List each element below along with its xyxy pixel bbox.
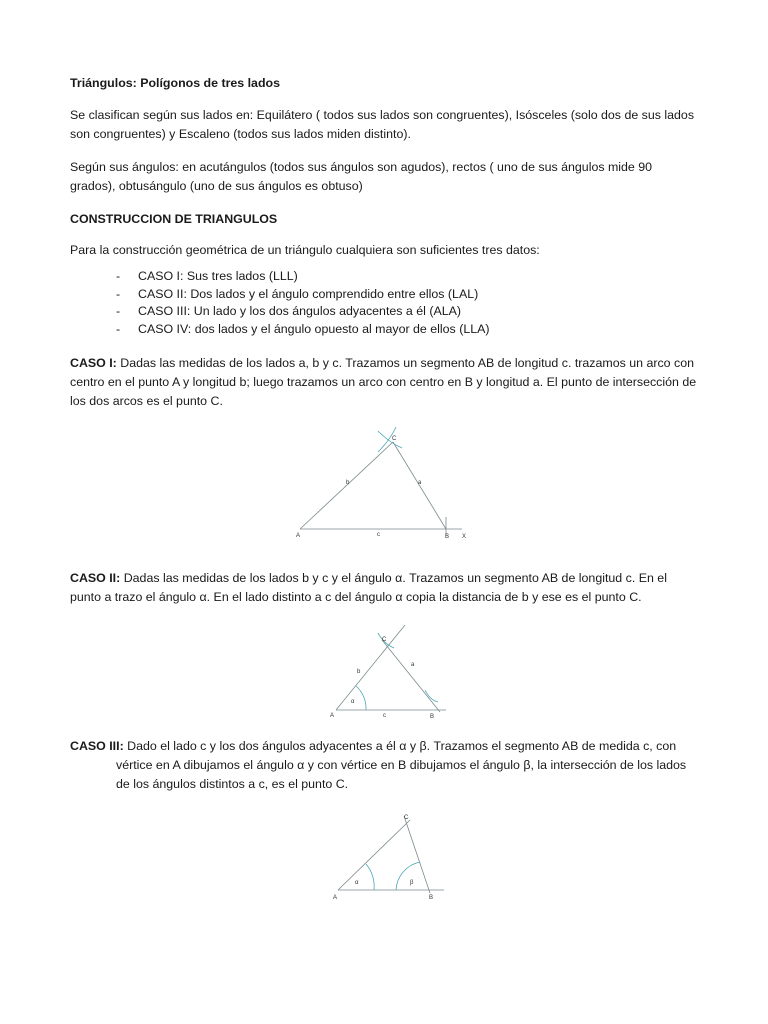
- label-b-vertex: B: [429, 895, 434, 901]
- label-c-vertex: C: [392, 436, 397, 442]
- angle-alpha-arc: [366, 864, 374, 890]
- label-side-c: c: [383, 713, 386, 719]
- list-item: - CASO II: Dos lados y el ángulo comprendido entre ellos (LAL): [116, 286, 479, 301]
- label-b-vertex: B: [445, 534, 450, 540]
- label-angle-alpha: α: [355, 880, 359, 886]
- label-side-a: a: [411, 662, 415, 668]
- segment-bc: [404, 816, 430, 893]
- case-item-label: CASO I: Sus tres lados (LLL): [138, 269, 298, 283]
- angle-beta-arc: [396, 862, 420, 890]
- label-angle-beta: β: [410, 880, 414, 886]
- label-b-vertex: B: [430, 714, 435, 720]
- list-item: - CASO I: Sus tres lados (LLL): [116, 269, 298, 283]
- paragraph-clasificacion-lados: Se clasifican según sus lados en: Equilátero ( todos sus lados son congruentes), Isósceles (solo dos de sus lados son congruentes) y Escaleno (todos sus lados miden distinto).: [70, 108, 695, 141]
- caso-1-text: Dadas las medidas de los lados a, b y c. Trazamos un segmento AB de longitud c. trazamos un arco con centro en el punto A y longitud b; luego trazamos un arco con centro en B y longitud a. El punto de intersección de los dos arcos es el punto C.: [70, 356, 697, 408]
- caso-2-label: CASO II:: [70, 571, 121, 585]
- caso-3-text: Dado el lado c y los dos ángulos adyacentes a él α y β. Trazamos el segmento AB de medida c, con vértice en A dibujamos el ángulo α y con vértice en B dibujamos el ángulo β, la intersección de los lados de los ángulos distintos a c, es el punto C.: [116, 739, 687, 791]
- segment-ac: [338, 820, 410, 890]
- label-a-vertex: A: [330, 713, 335, 719]
- caso-1-label: CASO I:: [70, 356, 117, 370]
- case-item-label: CASO II: Dos lados y el ángulo comprendido entre ellos (LAL): [138, 286, 479, 301]
- heading-construccion: CONSTRUCCION DE TRIANGULOS: [70, 212, 278, 226]
- page-title: Triángulos: Polígonos de tres lados: [70, 76, 280, 90]
- case-item-label: CASO III: Un lado y los dos ángulos adyacentes a él (ALA): [138, 304, 462, 318]
- label-x: X: [462, 534, 467, 540]
- paragraph-clasificacion-angulos: Según sus ángulos: en acutángulos (todos sus ángulos son agudos), rectos ( uno de sus ángulos mide 90 grados), obtusángulo (uno de sus ángulos es obtuso): [70, 160, 653, 193]
- label-a-vertex: A: [333, 895, 338, 901]
- case-item-label: CASO IV: dos lados y el ángulo opuesto al mayor de ellos (LLA): [138, 321, 490, 336]
- label-c-vertex: C: [382, 637, 387, 643]
- label-side-a: a: [418, 480, 422, 486]
- caso-3-label: CASO III:: [70, 739, 124, 753]
- label-side-c: c: [377, 532, 380, 538]
- paragraph-datos: Para la construcción geométrica de un triángulo cualquiera son suficientes tres datos:: [70, 243, 540, 257]
- caso-2-text: Dadas las medidas de los lados b y c y el ángulo α. Trazamos un segmento AB de longitud c. En el punto a trazo el ángulo α. En el lado distinto a c del ángulo α copia la distancia de b y ese es el punto C.: [70, 571, 667, 604]
- label-side-b: b: [357, 669, 361, 675]
- label-side-b: b: [346, 480, 350, 486]
- label-c-vertex: C: [404, 815, 409, 821]
- label-angle-alpha: α: [351, 699, 355, 705]
- label-a-vertex: A: [296, 533, 301, 539]
- list-item: - CASO IV: dos lados y el ángulo opuesto al mayor de ellos (LLA): [116, 321, 490, 336]
- list-item: - CASO III: Un lado y los dos ángulos adyacentes a él (ALA): [116, 304, 462, 318]
